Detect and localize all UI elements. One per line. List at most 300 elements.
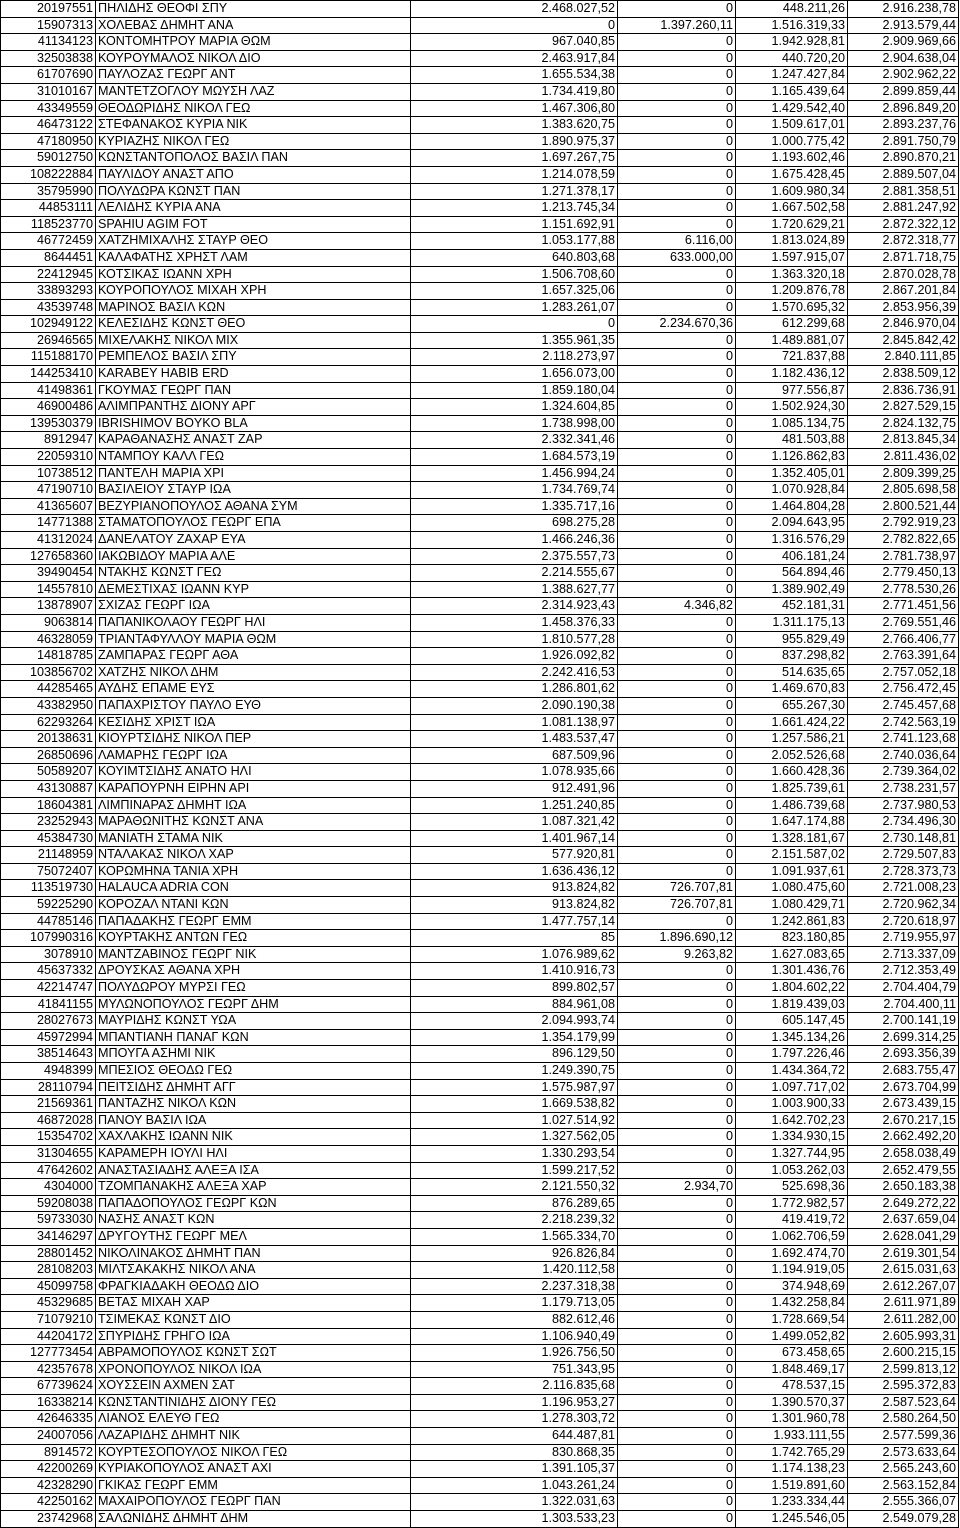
cell-amount-1: 1.106.940,49 — [411, 1328, 618, 1345]
cell-amount-3: 1.328.181,67 — [736, 830, 848, 847]
cell-total: 2.619.301,54 — [848, 1245, 959, 1262]
cell-total: 2.612.267,07 — [848, 1278, 959, 1295]
cell-total: 2.693.356,39 — [848, 1046, 959, 1063]
cell-id: 127658360 — [1, 548, 96, 565]
cell-amount-2: 0 — [618, 1461, 736, 1478]
cell-total: 2.587.523,64 — [848, 1394, 959, 1411]
cell-amount-2: 0 — [618, 1029, 736, 1046]
cell-amount-1: 1.636.436,12 — [411, 863, 618, 880]
cell-amount-2: 0 — [618, 1494, 736, 1511]
cell-id: 14771388 — [1, 515, 96, 532]
cell-name: ΜΑΧΑΙΡΟΠΟΥΛΟΣ ΓΕΩΡΓ ΠΑΝ — [96, 1494, 411, 1511]
cell-amount-1: 1.734.769,74 — [411, 482, 618, 499]
cell-id: 20138631 — [1, 731, 96, 748]
cell-amount-1: 2.468.027,52 — [411, 1, 618, 18]
cell-amount-1: 1.354.179,99 — [411, 1029, 618, 1046]
cell-name: ΜΑΡΑΘΩΝΙΤΗΣ ΚΩΝΣΤ ΑΝΑ — [96, 814, 411, 831]
cell-amount-2: 0 — [618, 913, 736, 930]
cell-amount-2: 1.896.690,12 — [618, 930, 736, 947]
cell-amount-1: 751.343,95 — [411, 1361, 618, 1378]
cell-amount-2: 0 — [618, 1378, 736, 1395]
cell-name: ΚΕΛΕΣΙΔΗΣ ΚΩΝΣΤ ΘΕΟ — [96, 316, 411, 333]
cell-amount-2: 0 — [618, 1063, 736, 1080]
cell-amount-2: 0 — [618, 863, 736, 880]
table-row — [1, 1444, 959, 1461]
table-row — [1, 863, 959, 880]
cell-amount-3: 1.301.436,76 — [736, 963, 848, 980]
cell-amount-3: 374.948,69 — [736, 1278, 848, 1295]
cell-amount-2: 0 — [618, 1428, 736, 1445]
cell-amount-2: 0 — [618, 1245, 736, 1262]
cell-id: 28108203 — [1, 1262, 96, 1279]
cell-amount-1: 1.506.708,60 — [411, 266, 618, 283]
cell-amount-1: 1.213.745,34 — [411, 200, 618, 217]
cell-total: 2.782.822,65 — [848, 532, 959, 549]
table-row — [1, 465, 959, 482]
table-row — [1, 498, 959, 515]
cell-amount-1: 1.391.105,37 — [411, 1461, 618, 1478]
cell-total: 2.720.618,97 — [848, 913, 959, 930]
cell-total: 2.652.479,55 — [848, 1162, 959, 1179]
cell-amount-2: 0 — [618, 797, 736, 814]
cell-name: ΤΣΙΜΕΚΑΣ ΚΩΝΣΤ ΔΙΟ — [96, 1311, 411, 1328]
cell-amount-2: 0 — [618, 382, 736, 399]
cell-amount-1: 1.483.537,47 — [411, 731, 618, 748]
table-row — [1, 1046, 959, 1063]
cell-amount-1: 2.332.341,46 — [411, 432, 618, 449]
cell-total: 2.872.322,12 — [848, 216, 959, 233]
cell-total: 2.792.919,23 — [848, 515, 959, 532]
cell-amount-1: 899.802,57 — [411, 980, 618, 997]
cell-amount-1: 1.076.989,62 — [411, 946, 618, 963]
cell-amount-3: 1.499.052,82 — [736, 1328, 848, 1345]
cell-amount-1: 1.458.376,33 — [411, 614, 618, 631]
cell-amount-2: 0 — [618, 1228, 736, 1245]
cell-amount-2: 0 — [618, 399, 736, 416]
table-row — [1, 50, 959, 67]
cell-name: ΘΕΟΔΩΡΙΔΗΣ ΝΙΚΟΛ ΓΕΩ — [96, 100, 411, 117]
cell-amount-1: 1.286.801,62 — [411, 681, 618, 698]
cell-id: 44204172 — [1, 1328, 96, 1345]
cell-amount-3: 673.458,65 — [736, 1345, 848, 1362]
table-row — [1, 1394, 959, 1411]
cell-name: KARABEY HABIB ERD — [96, 366, 411, 383]
cell-amount-3: 1.311.175,13 — [736, 614, 848, 631]
cell-amount-2: 0 — [618, 1112, 736, 1129]
cell-amount-3: 1.327.744,95 — [736, 1145, 848, 1162]
cell-id: 115188170 — [1, 349, 96, 366]
cell-total: 2.662.492,20 — [848, 1129, 959, 1146]
cell-name: ΠΑΠΑΧΡΙΣΤΟΥ ΠΑΥΛΟ ΕΥΘ — [96, 697, 411, 714]
cell-name: ΠΑΝΤΕΛΗ ΜΑΡΙΑ ΧΡΙ — [96, 465, 411, 482]
cell-name: ΛΕΛΙΔΗΣ ΚΥΡΙΑ ΑΝΑ — [96, 200, 411, 217]
cell-name: ΔΑΝΕΛΑΤΟΥ ΖΑΧΑΡ ΕΥΑ — [96, 532, 411, 549]
table-row — [1, 117, 959, 134]
cell-amount-3: 1.489.881,07 — [736, 332, 848, 349]
cell-name: ΜΙΧΕΛΑΚΗΣ ΝΙΚΟΛ ΜΙΧ — [96, 332, 411, 349]
cell-amount-2: 0 — [618, 814, 736, 831]
cell-id: 127773454 — [1, 1345, 96, 1362]
cell-total: 2.650.183,38 — [848, 1179, 959, 1196]
cell-amount-2: 0 — [618, 299, 736, 316]
table-row — [1, 1212, 959, 1229]
cell-total: 2.739.364,02 — [848, 764, 959, 781]
table-row — [1, 233, 959, 250]
cell-id: 23252943 — [1, 814, 96, 831]
cell-name: ΙΑΚΩΒΙΔΟΥ ΜΑΡΙΑ ΑΛΕ — [96, 548, 411, 565]
cell-amount-3: 721.837,88 — [736, 349, 848, 366]
cell-total: 2.555.366,07 — [848, 1494, 959, 1511]
cell-amount-2: 0 — [618, 183, 736, 200]
cell-amount-2: 0 — [618, 1145, 736, 1162]
cell-amount-3: 1.519.891,60 — [736, 1477, 848, 1494]
table-row — [1, 1461, 959, 1478]
cell-amount-3: 1.080.475,60 — [736, 880, 848, 897]
cell-amount-2: 0 — [618, 449, 736, 466]
cell-name: ΠΑΠΑΔΟΠΟΥΛΟΣ ΓΕΩΡΓ ΚΩΝ — [96, 1195, 411, 1212]
records-table-body — [1, 1, 959, 1528]
cell-amount-2: 0 — [618, 697, 736, 714]
cell-amount-3: 1.091.937,61 — [736, 863, 848, 880]
table-row — [1, 133, 959, 150]
cell-name: ΜΑΝΤΖΑΒΙΝΟΣ ΓΕΩΡΓ ΝΙΚ — [96, 946, 411, 963]
table-row — [1, 764, 959, 781]
cell-total: 2.673.704,99 — [848, 1079, 959, 1096]
cell-id: 50589207 — [1, 764, 96, 781]
cell-name: ΜΑΝΤΕΤΖΟΓΛΟΥ ΜΩΥΣΗ ΛΑΖ — [96, 83, 411, 100]
cell-amount-3: 1.675.428,45 — [736, 166, 848, 183]
cell-name: ΛΙΜΠΙΝΑΡΑΣ ΔΗΜΗΤ ΙΩΑ — [96, 797, 411, 814]
cell-amount-1: 1.401.967,14 — [411, 830, 618, 847]
cell-id: 44785146 — [1, 913, 96, 930]
cell-amount-2: 633.000,00 — [618, 249, 736, 266]
cell-amount-2: 0 — [618, 1328, 736, 1345]
cell-amount-3: 419.419,72 — [736, 1212, 848, 1229]
cell-amount-3: 1.389.902,49 — [736, 581, 848, 598]
cell-amount-3: 1.642.702,23 — [736, 1112, 848, 1129]
cell-amount-3: 1.667.502,58 — [736, 200, 848, 217]
cell-amount-3: 1.233.334,44 — [736, 1494, 848, 1511]
cell-amount-2: 0 — [618, 515, 736, 532]
cell-total: 2.872.318,77 — [848, 233, 959, 250]
table-row — [1, 1361, 959, 1378]
cell-amount-2: 0 — [618, 1129, 736, 1146]
cell-amount-2: 0 — [618, 764, 736, 781]
cell-amount-2: 0 — [618, 166, 736, 183]
cell-total: 2.809.399,25 — [848, 465, 959, 482]
cell-amount-2: 0 — [618, 631, 736, 648]
cell-name: ΚΟΥΡΟΠΟΥΛΟΣ ΜΙΧΑΗ ΧΡΗ — [96, 283, 411, 300]
table-row — [1, 913, 959, 930]
cell-amount-1: 913.824,82 — [411, 897, 618, 914]
cell-amount-1: 1.890.975,37 — [411, 133, 618, 150]
cell-total: 2.712.353,49 — [848, 963, 959, 980]
cell-amount-1: 2.218.239,32 — [411, 1212, 618, 1229]
table-row — [1, 1428, 959, 1445]
cell-amount-3: 525.698,36 — [736, 1179, 848, 1196]
cell-amount-3: 1.000.775,42 — [736, 133, 848, 150]
cell-id: 45099758 — [1, 1278, 96, 1295]
cell-amount-3: 1.363.320,18 — [736, 266, 848, 283]
cell-amount-2: 9.263,82 — [618, 946, 736, 963]
cell-amount-3: 1.720.629,21 — [736, 216, 848, 233]
cell-name: ΠΕΙΤΣΙΔΗΣ ΔΗΜΗΤ ΑΓΓ — [96, 1079, 411, 1096]
cell-amount-2: 0 — [618, 283, 736, 300]
table-row — [1, 532, 959, 549]
cell-amount-2: 0 — [618, 681, 736, 698]
table-row — [1, 1079, 959, 1096]
cell-name: ΚΟΤΣΙΚΑΣ ΙΩΑΝΝ ΧΡΗ — [96, 266, 411, 283]
cell-amount-3: 655.267,30 — [736, 697, 848, 714]
cell-id: 41134123 — [1, 34, 96, 51]
cell-id: 21148959 — [1, 847, 96, 864]
cell-amount-3: 1.742.765,29 — [736, 1444, 848, 1461]
cell-id: 31304655 — [1, 1145, 96, 1162]
cell-name: ΑΛΙΜΠΡΑΝΤΗΣ ΔΙΟΝΥ ΑΡΓ — [96, 399, 411, 416]
cell-id: 18604381 — [1, 797, 96, 814]
cell-amount-3: 612.299,68 — [736, 316, 848, 333]
cell-id: 26850696 — [1, 747, 96, 764]
cell-amount-2: 0 — [618, 67, 736, 84]
cell-amount-2: 0 — [618, 532, 736, 549]
cell-name: ΚΟΥΡΟΥΜΑΛΟΣ ΝΙΚΟΛ ΔΙΟ — [96, 50, 411, 67]
cell-total: 2.728.373,73 — [848, 863, 959, 880]
cell-total: 2.891.750,79 — [848, 133, 959, 150]
cell-amount-1: 1.655.534,38 — [411, 67, 618, 84]
cell-amount-3: 1.247.427,84 — [736, 67, 848, 84]
table-row — [1, 1411, 959, 1428]
cell-amount-3: 1.182.436,12 — [736, 366, 848, 383]
table-row — [1, 415, 959, 432]
cell-total: 2.670.217,15 — [848, 1112, 959, 1129]
cell-id: 14818785 — [1, 648, 96, 665]
cell-amount-3: 1.126.862,83 — [736, 449, 848, 466]
cell-amount-3: 1.345.134,26 — [736, 1029, 848, 1046]
cell-total: 2.742.563,19 — [848, 714, 959, 731]
cell-name: ΒΕΤΑΣ ΜΙΧΑΗ ΧΑΡ — [96, 1295, 411, 1312]
cell-amount-1: 882.612,46 — [411, 1311, 618, 1328]
cell-amount-3: 605.147,45 — [736, 1013, 848, 1030]
cell-amount-2: 2.934,70 — [618, 1179, 736, 1196]
table-row — [1, 432, 959, 449]
cell-amount-1: 1.599.217,52 — [411, 1162, 618, 1179]
cell-amount-2: 0 — [618, 1262, 736, 1279]
cell-id: 75072407 — [1, 863, 96, 880]
cell-amount-3: 1.334.930,15 — [736, 1129, 848, 1146]
cell-amount-2: 6.116,00 — [618, 233, 736, 250]
cell-amount-3: 1.516.319,33 — [736, 17, 848, 34]
cell-amount-2: 726.707,81 — [618, 897, 736, 914]
cell-total: 2.573.633,64 — [848, 1444, 959, 1461]
cell-amount-3: 2.052.526,68 — [736, 747, 848, 764]
cell-amount-2: 0 — [618, 117, 736, 134]
cell-name: ΜΑΝΙΑΤΗ ΣΤΑΜΑ ΝΙΚ — [96, 830, 411, 847]
cell-amount-3: 1.174.138,23 — [736, 1461, 848, 1478]
cell-name: ΠΑΥΛΙΔΟΥ ΑΝΑΣΤ ΑΠΟ — [96, 166, 411, 183]
cell-id: 45637332 — [1, 963, 96, 980]
cell-total: 2.779.450,13 — [848, 565, 959, 582]
cell-amount-3: 1.609.980,34 — [736, 183, 848, 200]
cell-amount-2: 0 — [618, 266, 736, 283]
cell-id: 42214747 — [1, 980, 96, 997]
cell-id: 42250162 — [1, 1494, 96, 1511]
table-row — [1, 67, 959, 84]
cell-amount-1: 85 — [411, 930, 618, 947]
cell-name: ΚΟΡΟΖΑΛ ΝΤΑΝΙ ΚΩΝ — [96, 897, 411, 914]
cell-amount-1: 2.116.835,68 — [411, 1378, 618, 1395]
cell-amount-3: 1.819.439,03 — [736, 996, 848, 1013]
cell-id: 45329685 — [1, 1295, 96, 1312]
cell-amount-3: 1.429.542,40 — [736, 100, 848, 117]
cell-total: 2.600.215,15 — [848, 1345, 959, 1362]
cell-total: 2.599.813,12 — [848, 1361, 959, 1378]
cell-name: ΠΟΛΥΔΩΡΟΥ ΜΥΡΣΙ ΓΕΩ — [96, 980, 411, 997]
table-row — [1, 697, 959, 714]
table-row — [1, 1345, 959, 1362]
cell-amount-1: 1.859.180,04 — [411, 382, 618, 399]
cell-amount-1: 2.090.190,38 — [411, 697, 618, 714]
cell-id: 45384730 — [1, 830, 96, 847]
cell-amount-3: 1.062.706,59 — [736, 1228, 848, 1245]
table-row — [1, 399, 959, 416]
cell-id: 38514643 — [1, 1046, 96, 1063]
cell-id: 41841155 — [1, 996, 96, 1013]
cell-id: 43539748 — [1, 299, 96, 316]
cell-amount-1: 0 — [411, 17, 618, 34]
cell-total: 2.549.079,28 — [848, 1511, 959, 1528]
table-row — [1, 614, 959, 631]
cell-total: 2.757.052,18 — [848, 664, 959, 681]
table-row — [1, 830, 959, 847]
cell-amount-3: 406.181,24 — [736, 548, 848, 565]
cell-total: 2.836.736,91 — [848, 382, 959, 399]
cell-id: 3078910 — [1, 946, 96, 963]
cell-amount-3: 1.692.474,70 — [736, 1245, 848, 1262]
cell-amount-3: 1.070.928,84 — [736, 482, 848, 499]
cell-total: 2.813.845,34 — [848, 432, 959, 449]
cell-amount-2: 0 — [618, 498, 736, 515]
cell-amount-2: 0 — [618, 200, 736, 217]
cell-total: 2.611.282,00 — [848, 1311, 959, 1328]
cell-total: 2.721.008,23 — [848, 880, 959, 897]
cell-amount-1: 1.081.138,97 — [411, 714, 618, 731]
cell-name: ΚΩΝΣΤΑΝΤΙΝΙΔΗΣ ΔΙΟΝΥ ΓΕΩ — [96, 1394, 411, 1411]
cell-amount-1: 1.249.390,75 — [411, 1063, 618, 1080]
cell-amount-3: 1.813.024,89 — [736, 233, 848, 250]
cell-amount-3: 2.094.643,95 — [736, 515, 848, 532]
cell-amount-1: 1.322.031,63 — [411, 1494, 618, 1511]
cell-total: 2.881.358,51 — [848, 183, 959, 200]
table-row — [1, 664, 959, 681]
table-row — [1, 1311, 959, 1328]
cell-amount-2: 0 — [618, 216, 736, 233]
cell-amount-3: 481.503,88 — [736, 432, 848, 449]
cell-name: ΒΕΖΥΡΙΑΝΟΠΟΥΛΟΣ ΑΘΑΝΑ ΣΥΜ — [96, 498, 411, 515]
table-row — [1, 1013, 959, 1030]
cell-amount-1: 884.961,08 — [411, 996, 618, 1013]
table-row — [1, 249, 959, 266]
cell-amount-3: 1.661.424,22 — [736, 714, 848, 731]
cell-total: 2.846.970,04 — [848, 316, 959, 333]
cell-name: ΑΥΔΗΣ ΕΠΑΜΕ ΕΥΣ — [96, 681, 411, 698]
cell-amount-3: 1.469.670,83 — [736, 681, 848, 698]
table-row — [1, 382, 959, 399]
cell-amount-1: 1.027.514,92 — [411, 1112, 618, 1129]
cell-id: 46900486 — [1, 399, 96, 416]
cell-amount-1: 876.289,65 — [411, 1195, 618, 1212]
cell-amount-1: 1.656.073,00 — [411, 366, 618, 383]
table-row — [1, 1063, 959, 1080]
cell-name: ΠΑΠΑΔΑΚΗΣ ΓΕΩΡΓ ΕΜΜ — [96, 913, 411, 930]
cell-id: 47190710 — [1, 482, 96, 499]
cell-id: 33893293 — [1, 283, 96, 300]
cell-amount-1: 1.926.092,82 — [411, 648, 618, 665]
cell-id: 47180950 — [1, 133, 96, 150]
cell-total: 2.737.980,53 — [848, 797, 959, 814]
cell-id: 22059310 — [1, 449, 96, 466]
cell-amount-1: 1.327.562,05 — [411, 1129, 618, 1146]
cell-amount-3: 1.080.429,71 — [736, 897, 848, 914]
cell-amount-1: 2.118.273,97 — [411, 349, 618, 366]
cell-name: ΚΟΥΡΤΑΚΗΣ ΑΝΤΩΝ ΓΕΩ — [96, 930, 411, 947]
table-row — [1, 548, 959, 565]
cell-amount-3: 1.772.982,57 — [736, 1195, 848, 1212]
cell-amount-3: 1.570.695,32 — [736, 299, 848, 316]
cell-amount-3: 1.352.405,01 — [736, 465, 848, 482]
cell-amount-1: 1.738.998,00 — [411, 415, 618, 432]
cell-total: 2.704.400,11 — [848, 996, 959, 1013]
cell-amount-2: 0 — [618, 980, 736, 997]
cell-id: 23742968 — [1, 1511, 96, 1528]
cell-amount-1: 0 — [411, 316, 618, 333]
cell-amount-2: 0 — [618, 714, 736, 731]
cell-name: ΚΩΝΣΤΑΝΤΟΠΟΛΟΣ ΒΑΣΙΛ ΠΑΝ — [96, 150, 411, 167]
table-row — [1, 598, 959, 615]
cell-id: 20197551 — [1, 1, 96, 18]
cell-total: 2.580.264,50 — [848, 1411, 959, 1428]
cell-amount-3: 1.933.111,55 — [736, 1428, 848, 1445]
table-row — [1, 565, 959, 582]
cell-id: 41312024 — [1, 532, 96, 549]
cell-amount-1: 644.487,81 — [411, 1428, 618, 1445]
table-row — [1, 1112, 959, 1129]
cell-total: 2.904.638,04 — [848, 50, 959, 67]
cell-amount-3: 1.432.258,84 — [736, 1295, 848, 1312]
cell-amount-2: 0 — [618, 1345, 736, 1362]
cell-amount-3: 1.085.134,75 — [736, 415, 848, 432]
cell-id: 46473122 — [1, 117, 96, 134]
cell-id: 26946565 — [1, 332, 96, 349]
cell-id: 32503838 — [1, 50, 96, 67]
cell-id: 67739624 — [1, 1378, 96, 1395]
cell-name: ΖΑΜΠΑΡΑΣ ΓΕΩΡΓ ΑΘΑ — [96, 648, 411, 665]
cell-amount-3: 1.245.546,05 — [736, 1511, 848, 1528]
cell-id: 21569361 — [1, 1096, 96, 1113]
cell-amount-3: 1.242.861,83 — [736, 913, 848, 930]
cell-amount-2: 0 — [618, 963, 736, 980]
cell-name: ΔΡΥΓΟΥΤΗΣ ΓΕΩΡΓ ΜΕΛ — [96, 1228, 411, 1245]
cell-amount-1: 2.463.917,84 — [411, 50, 618, 67]
cell-id: 34146297 — [1, 1228, 96, 1245]
cell-amount-2: 0 — [618, 1096, 736, 1113]
cell-name: ΣΑΛΩΝΙΔΗΣ ΔΗΜΗΤ ΔΗΜ — [96, 1511, 411, 1528]
cell-amount-3: 977.556,87 — [736, 382, 848, 399]
cell-amount-2: 0 — [618, 366, 736, 383]
cell-amount-2: 0 — [618, 432, 736, 449]
cell-id: 13878907 — [1, 598, 96, 615]
cell-amount-2: 0 — [618, 83, 736, 100]
cell-amount-3: 1.486.739,68 — [736, 797, 848, 814]
